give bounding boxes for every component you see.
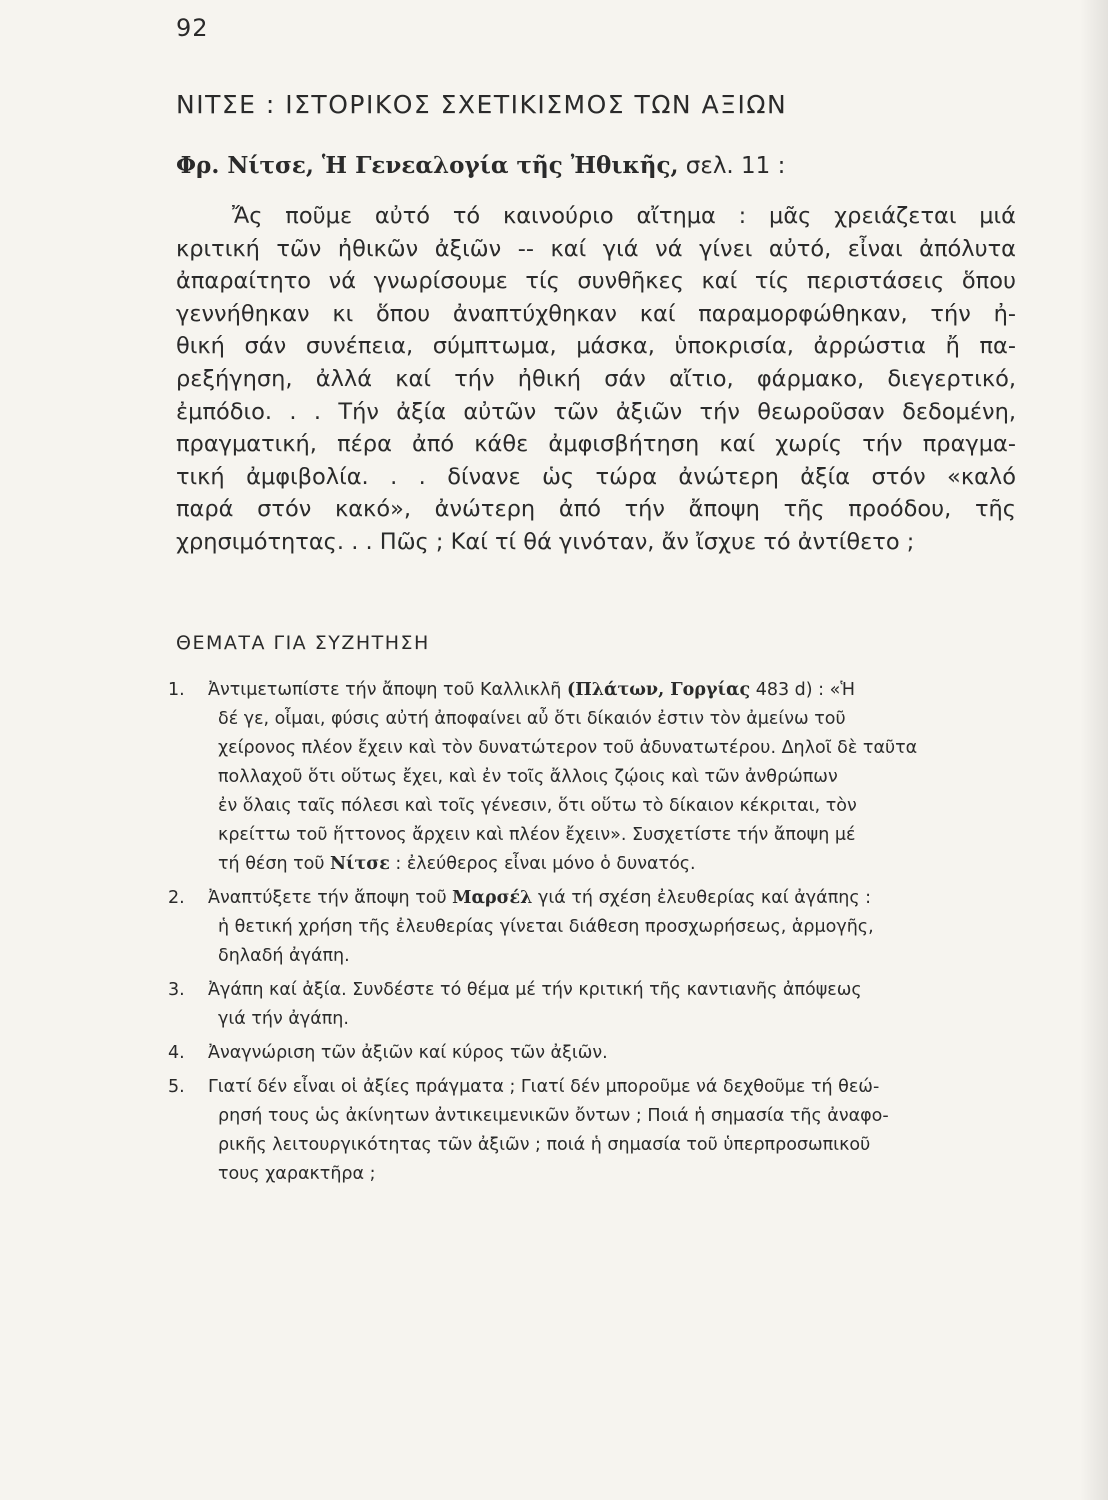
topic-line: πολλαχοῦ ὅτι οὕτως ἔχει, καὶ ἐν τοῖς ἄλλοις ζῴοις καὶ τῶν ἀνθρώπων [218,767,838,787]
topic-text: : ἐλεύθερος εἶναι μόνο ὁ δυνατός. [389,854,696,874]
topic-bold-ref: (Πλάτων, Γοργίας [566,680,751,700]
quote-line: τική ἀμφιβολία. . . δίνανε ὡς τώρα ἀνώτερη ἀξία στόν «καλό [176,463,1016,490]
topic-item [168,1073,1018,1189]
topic-line [208,676,1018,705]
topic-bold-ref: Νίτσε [330,854,390,874]
topic-bold-ref: Μαρσέλ [452,888,533,908]
source-page-ref: σελ. 11 : [678,153,786,179]
topic-text: Ἀναπτύξετε τήν ἄποψη τοῦ [208,888,453,908]
topic-item [168,976,1018,1034]
topic-line: τους χαρακτῆρα ; [218,1164,376,1184]
quote-line: χρησιμότητας. . . Πῶς ; Καί τί θά γινόταν, ἄν ἴσχυε τό ἀντίθετο ; [176,528,915,555]
topic-text: γιά τή σχέση ἐλευθερίας καί ἀγάπης : [532,888,872,908]
topic-text: τή θέση τοῦ [218,854,331,874]
quote-line: κριτική τῶν ἠθικῶν ἀξιῶν -- καί γιά νά γίνει αὐτό, εἶναι ἀπόλυτα [176,235,1016,262]
topic-line: Ἀγάπη καί ἀξία. Συνδέστε τό θέμα μέ τήν κριτική τῆς καντιανῆς ἀπόψεως [208,980,862,1000]
binding-shadow [1080,0,1108,1500]
quote-line: παρά στόν κακό», ἀνώτερη ἀπό τήν ἄποψη τῆς προόδου, τῆς [176,496,1016,523]
topic-line: δέ γε, οἶμαι, φύσις αὐτή ἀποφαίνει αὖ ὅτι δίκαιόν ἐστιν τὸν ἀμείνω τοῦ [218,709,846,729]
topic-text: Ἀντιμετωπίστε τήν ἄποψη τοῦ Καλλικλῆ [208,680,567,700]
topic-line: ρησή τους ὡς ἀκίνητων ἀντικειμενικῶν ὄντων ; Ποιά ἡ σημασία τῆς ἀναφο- [218,1106,889,1126]
quote-line: ἀπαραίτητο νά γνωρίσουμε τίς συνθῆκες καί τίς περιστάσεις ὅπου [176,268,1016,295]
topic-line: χείρονος πλέον ἔχειν καὶ τὸν δυνατώτερον τοῦ ἀδυνατωτέρου. Δηλοῖ δὲ ταῦτα [218,738,918,758]
quote-line: Ἄς ποῦμε αὐτό τό καινούριο αἴτημα : μᾶς χρειάζεται μιά [232,203,1016,229]
topic-line [208,850,1018,879]
topic-line: Γιατί δέν εἶναι οἱ ἀξίες πράγματα ; Γιατί δέν μποροῦμε νά δεχθοῦμε τή θεώ- [208,1077,880,1097]
section-heading: ΘΕΜΑΤΑ ΓΙΑ ΣΥΖΗΤΗΣΗ [176,632,430,654]
topic-item [168,1039,1018,1068]
topic-line: ἡ θετική χρήση τῆς ἐλευθερίας γίνεται διάθεση προσχωρήσεως, ἁρμογῆς, [218,917,874,937]
source-author-work: Φρ. Νίτσε, Ἡ Γενεαλογία τῆς Ἠθικῆς, [176,152,679,179]
topic-number: 3. [168,980,185,1000]
chapter-title: ΝΙΤΣΕ : ΙΣΤΟΡΙΚΟΣ ΣΧΕΤΙΚΙΣΜΟΣ ΤΩΝ ΑΞΙΩΝ [176,90,788,119]
quote-line: ἐμπόδιο. . . Τήν ἀξία αὐτῶν τῶν ἀξιῶν τήν θεωροῦσαν δεδομένη, [176,398,1016,425]
quote-line: ρεξήγηση, ἀλλά καί τήν ἠθική σάν αἴτιο, φάρμακο, διεγερτικό, [176,365,1016,392]
source-citation [176,152,785,179]
topic-line: Ἀναγνώριση τῶν ἀξιῶν καί κύρος τῶν ἀξιῶν. [208,1043,608,1063]
topic-text: 483 d) : «Ἡ [750,680,855,700]
topic-line: δηλαδή ἀγάπη. [218,946,350,966]
topic-line: ἐν ὅλαις ταῖς πόλεσι καὶ τοῖς γένεσιν, ὅτι οὕτω τὸ δίκαιον κέκριται, τὸν [218,796,857,816]
quote-line: πραγματική, πέρα ἀπό κάθε ἀμφισβήτηση καί χωρίς τήν πραγμα- [176,431,1016,458]
quote-paragraph [176,200,1016,559]
discussion-topics-list [168,676,1018,1194]
topic-line: γιά τήν ἀγάπη. [218,1009,349,1029]
topic-number: 1. [168,680,185,700]
topic-number: 4. [168,1043,185,1063]
page-number: 92 [176,14,209,42]
topic-line [208,884,1018,913]
topic-item [168,884,1018,971]
topic-item [168,676,1018,879]
quote-line: θική σάν συνέπεια, σύμπτωμα, μάσκα, ὑποκρισία, ἀρρώστια ἤ πα- [176,333,1016,360]
topic-line: κρείττω τοῦ ἥττονος ἄρχειν καὶ πλέον ἔχειν». Συσχετίστε τήν ἄποψη μέ [218,825,856,845]
topic-number: 5. [168,1077,185,1097]
quote-line: γεννήθηκαν κι ὅπου ἀναπτύχθηκαν καί παραμορφώθηκαν, τήν ἠ- [176,300,1016,327]
topic-number: 2. [168,888,185,908]
topic-line: ρικῆς λειτουργικότητας τῶν ἀξιῶν ; ποιά ἡ σημασία τοῦ ὑπερπροσωπικοῦ [218,1135,871,1155]
